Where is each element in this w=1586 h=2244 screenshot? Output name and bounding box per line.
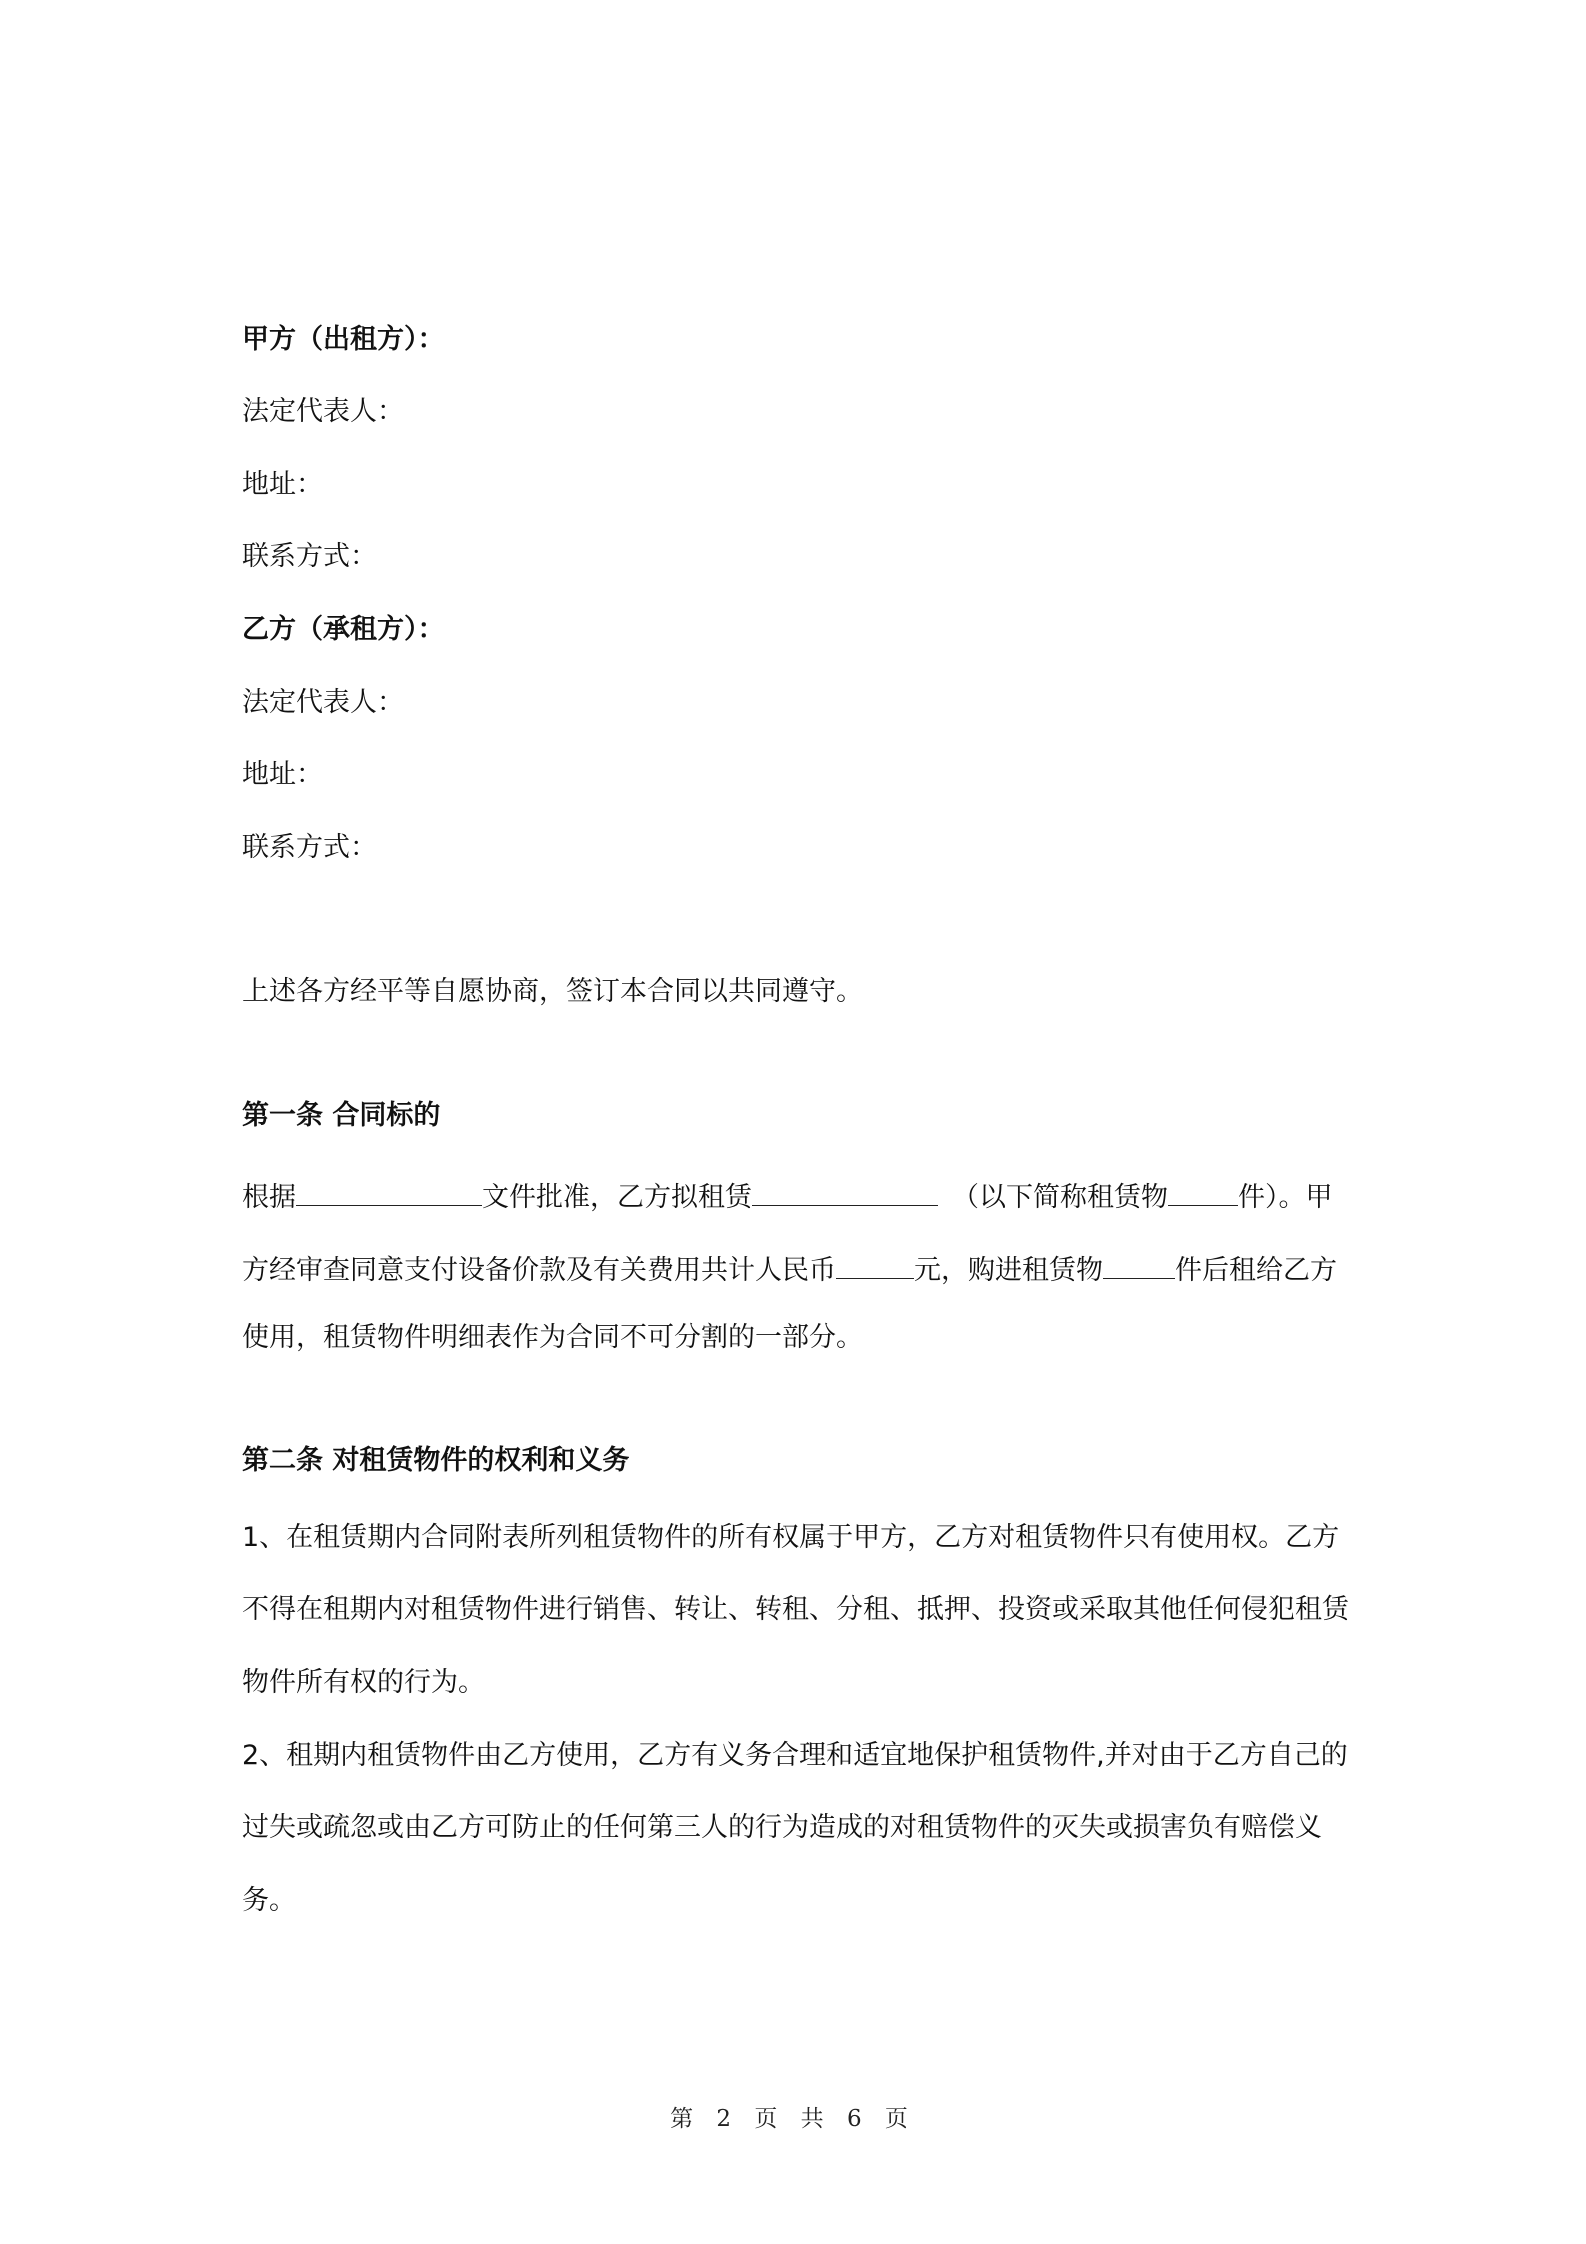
article-1-line-1	[242, 1175, 1333, 1216]
article-2-paragraph-2-line-3: 务。	[242, 1885, 296, 1916]
fill-blank	[1168, 1175, 1238, 1206]
article-2-paragraph-1-line-2: 不得在租期内对租赁物件进行销售、转让、转租、分租、抵押、投资或采取其他任何侵犯租赁	[242, 1594, 1349, 1625]
article-1-text: 文件批准，乙方拟租赁	[482, 1182, 752, 1213]
article-2-title: 第二条 对租赁物件的权利和义务	[242, 1445, 630, 1476]
article-1-text: （以下简称租赁物	[952, 1182, 1168, 1213]
party-a-heading: 甲方（出租方）：	[242, 324, 445, 355]
fill-blank	[836, 1248, 914, 1279]
article-2-paragraph-1-line-1: 1、在租赁期内合同附表所列租赁物件的所有权属于甲方，乙方对租赁物件只有使用权。乙方	[242, 1522, 1340, 1553]
article-1-text: 件后租给乙方	[1175, 1255, 1337, 1286]
party-a-contact-label: 联系方式：	[242, 541, 377, 572]
party-b-rep-label: 法定代表人：	[242, 687, 404, 718]
party-a-rep-label: 法定代表人：	[242, 396, 404, 427]
party-b-contact-label: 联系方式：	[242, 832, 377, 863]
party-a-address-label: 地址：	[242, 469, 323, 500]
article-2-paragraph-1-line-3: 物件所有权的行为。	[242, 1667, 485, 1698]
party-b-heading: 乙方（承租方）：	[242, 614, 445, 645]
article-1-text: 根据	[242, 1182, 296, 1213]
fill-blank	[752, 1175, 938, 1206]
article-1-text: 方经审查同意支付设备价款及有关费用共计人民币	[242, 1255, 836, 1286]
article-1-title: 第一条 合同标的	[242, 1100, 441, 1131]
page-number-footer: 第 2 页 共 6 页	[670, 2106, 916, 2132]
article-1-line-3: 使用，租赁物件明细表作为合同不可分割的一部分。	[242, 1322, 863, 1353]
party-b-address-label: 地址：	[242, 759, 323, 790]
fill-blank	[296, 1175, 482, 1206]
article-1-text: 元，购进租赁物	[914, 1255, 1103, 1286]
article-2-paragraph-2-line-2: 过失或疏忽或由乙方可防止的任何第三人的行为造成的对租赁物件的灭失或损害负有赔偿义	[242, 1812, 1322, 1843]
article-1-line-2	[242, 1248, 1337, 1289]
fill-blank	[1103, 1248, 1175, 1279]
article-1-text: 件）。甲	[1238, 1182, 1333, 1213]
article-2-paragraph-2-line-1: 2、租期内租赁物件由乙方使用，乙方有义务合理和适宜地保护租赁物件,并对由于乙方自己的	[242, 1740, 1348, 1771]
preamble: 上述各方经平等自愿协商，签订本合同以共同遵守。	[242, 976, 863, 1007]
